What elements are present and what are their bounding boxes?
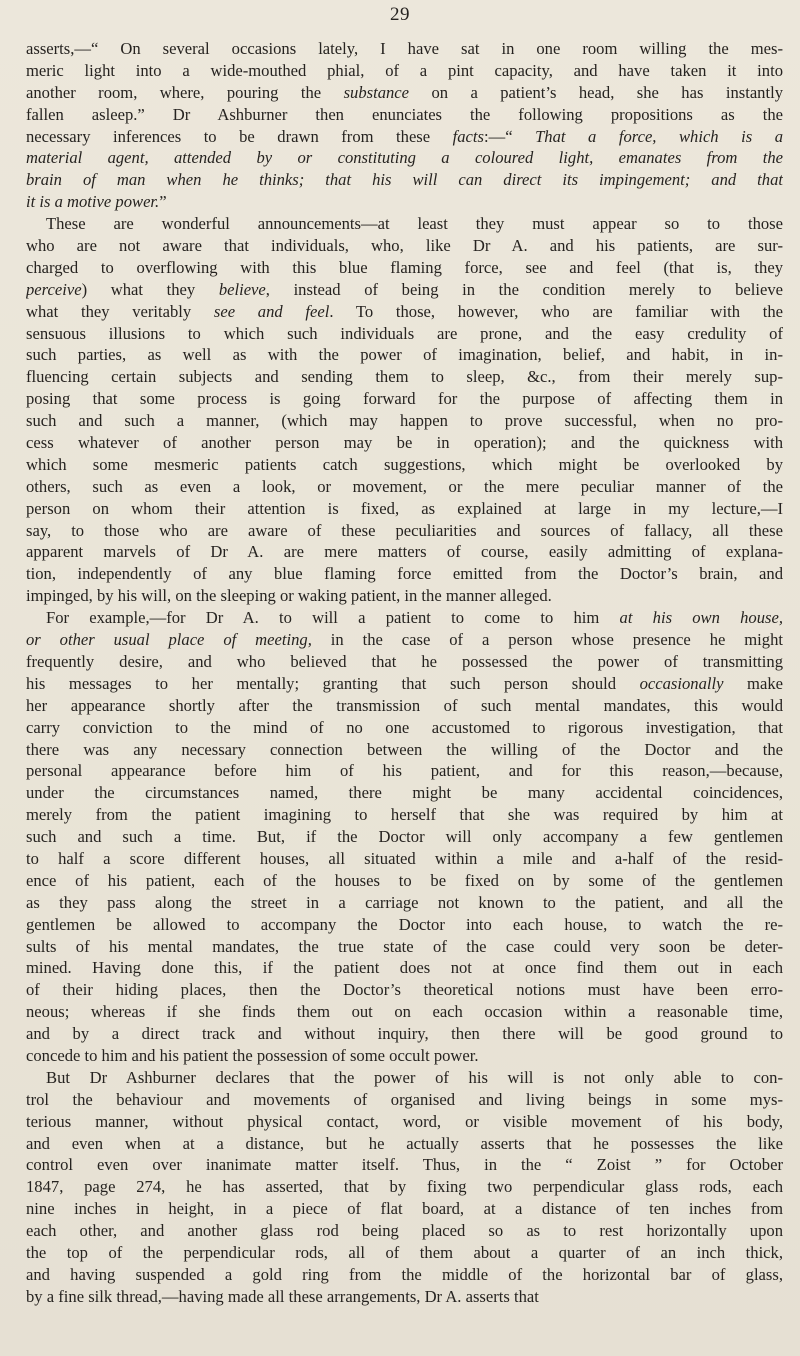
text-run: sensuous illusions to which such individuals are prone, and the easy credulity of (26, 323, 783, 343)
text-run: necessary inferences to be drawn from these (26, 126, 453, 146)
text-line (26, 739, 783, 761)
text-run: and having suspended a gold ring from the middle of the horizontal bar of glass, (26, 1264, 783, 1284)
text-line (26, 1067, 783, 1089)
italic-text: believe (218, 279, 266, 299)
text-run: For example,—for Dr A. to will a patient to come to him (46, 608, 620, 628)
text-line (26, 760, 783, 782)
text-line (26, 1176, 783, 1198)
paragraph (26, 607, 783, 1067)
text-run: and even when at a distance, but he actually asserts that he possesses the like (26, 1133, 783, 1153)
paragraph (26, 1067, 783, 1308)
text-run: ) what they (81, 279, 219, 299)
text-line (26, 344, 783, 366)
text-line (26, 870, 783, 892)
text-run: , instead of being in the condition merely to believe (265, 279, 783, 299)
text-line (26, 82, 783, 104)
text-run: These are wonderful announcements—at least they must appear so to those (46, 214, 783, 234)
text-run: such parties, as well as with the power of imagination, belief, and habit, in in- (26, 345, 783, 365)
text-line (26, 235, 783, 257)
text-run: terious manner, without physical contact, word, or visible movement of his body, (26, 1111, 783, 1131)
text-run: tion, independently of any blue flaming force emitted from the Doctor’s brain, and (26, 564, 783, 584)
italic-text: material agent, attended by or constituting a coloured light, emanates from the (26, 148, 783, 168)
text-run: cess whatever of another person may be in operation); and the quickness with (26, 433, 783, 453)
italic-text: That a force, which is a (535, 126, 783, 146)
text-run: there was any necessary connection between the willing of the Doctor and the (26, 739, 783, 759)
text-run: what they veritably (26, 301, 214, 321)
text-line (26, 936, 783, 958)
italic-text: occasionally (639, 673, 724, 693)
text-line (26, 1133, 783, 1155)
text-run: personal appearance before him of his patient, and for this reason,—because, (26, 761, 783, 781)
text-line (26, 1154, 783, 1176)
text-line (26, 717, 783, 739)
text-line (26, 169, 783, 191)
text-run: her appearance shortly after the transmission of such mental mandates, this would (26, 695, 783, 715)
text-line (26, 60, 783, 82)
text-run: make (723, 673, 783, 693)
text-run: frequently desire, and who believed that he possessed the power of transmitting (26, 651, 783, 671)
text-run: gentlemen be allowed to accompany the Doctor into each house, to watch the re- (26, 914, 783, 934)
text-run: control even over inanimate matter itself. Thus, in the “ Zoist ” for October (26, 1155, 783, 1175)
text-run: on a patient’s head, she has instantly (409, 82, 783, 102)
text-run: But Dr Ashburner declares that the power of his will is not only able to con- (46, 1067, 783, 1087)
text-run: of their hiding places, then the Doctor’s theoretical notions must have been erro- (26, 980, 783, 1000)
text-line (26, 1111, 783, 1133)
text-run: say, to those who are aware of these peculiarities and sources of fallacy, all these (26, 520, 783, 540)
text-run: and by a direct track and without inquiry, then there will be good ground to (26, 1024, 783, 1044)
text-line (26, 301, 783, 323)
text-line (26, 454, 783, 476)
text-run: meric light into a wide-mouthed phial, of a pint capacity, and have taken it into (26, 60, 783, 80)
text-line (26, 826, 783, 848)
text-line (26, 388, 783, 410)
text-line (26, 126, 783, 148)
text-line (26, 104, 783, 126)
text-line (26, 804, 783, 826)
text-line (26, 1242, 783, 1264)
text-run: as they pass along the street in a carriage not known to the patient, and all the (26, 892, 783, 912)
text-run: concede to him and his patient the possession of some occult power. (26, 1045, 479, 1065)
text-run: neous; whereas if she finds them out on each occasion within a reasonable time, (26, 1002, 783, 1022)
italic-text: see and feel (213, 301, 330, 321)
text-run: which some mesmeric patients catch suggestions, which might be overlooked by (26, 454, 783, 474)
italic-text: brain of man when he thinks; that his will can direct its impingement; and that (26, 170, 783, 190)
paragraph (26, 213, 783, 607)
italic-text: or other usual place of meeting, (26, 630, 312, 650)
text-line (26, 147, 783, 169)
text-run: who are not aware that individuals, who, like Dr A. and his patients, are sur- (26, 236, 783, 256)
text-line (26, 695, 783, 717)
text-run: such and such a time. But, if the Doctor will only accompany a few gentlemen (26, 827, 783, 847)
text-line (26, 257, 783, 279)
italic-text: facts (452, 126, 484, 146)
text-run: under the circumstances named, there might be many accidental coincidences, (26, 783, 783, 803)
text-run: impinged, by his will, on the sleeping or waking patient, in the manner alleged. (26, 586, 552, 606)
text-line (26, 848, 783, 870)
text-run: others, such as even a look, or movement, or the mere peculiar manner of the (26, 476, 783, 496)
text-run: mined. Having done this, if the patient does not at once find them out in each (26, 958, 783, 978)
text-line (26, 213, 783, 235)
text-run: :—“ (483, 126, 536, 146)
text-line (26, 892, 783, 914)
italic-text: perceive (26, 279, 82, 299)
text-run: 1847, page 274, he has asserted, that by fixing two perpendicular glass rods, each (26, 1177, 783, 1197)
text-line (26, 1286, 783, 1308)
text-run: fallen asleep.” Dr Ashburner then enunciates the following propositions as the (26, 104, 783, 124)
text-line (26, 607, 783, 629)
text-run: ” (159, 192, 167, 212)
text-run: asserts,—“ On several occasions lately, I have sat in one room willing the mes- (26, 39, 783, 58)
text-run: the top of the perpendicular rods, all of them about a quarter of an inch thick, (26, 1242, 783, 1262)
text-line (26, 979, 783, 1001)
body-text (26, 38, 783, 1308)
text-run: sults of his mental mandates, the true state of the case could very soon be deter- (26, 936, 783, 956)
paragraph (26, 38, 783, 213)
text-line (26, 782, 783, 804)
text-line (26, 673, 783, 695)
text-run: by a fine silk thread,—having made all these arrangements, Dr A. asserts that (26, 1286, 539, 1306)
italic-text: it is a motive power. (26, 192, 160, 212)
text-line (26, 1198, 783, 1220)
text-line (26, 38, 783, 60)
text-line (26, 1089, 783, 1111)
text-run: merely from the patient imagining to herself that she was required by him at (26, 805, 783, 825)
text-line (26, 410, 783, 432)
text-line (26, 323, 783, 345)
text-run: person on whom their attention is fixed, as explained at large in my lecture,—I (26, 498, 783, 518)
text-line (26, 432, 783, 454)
text-line (26, 585, 783, 607)
text-run: . To those, however, who are familiar with the (329, 301, 783, 321)
text-line (26, 476, 783, 498)
text-line (26, 279, 783, 301)
text-run: another room, where, pouring the (26, 82, 344, 102)
text-line (26, 541, 783, 563)
text-line (26, 366, 783, 388)
text-run: fluencing certain subjects and sending them to sleep, &c., from their merely sup- (26, 367, 783, 387)
text-run: each other, and another glass rod being placed so as to rest horizontally upon (26, 1221, 783, 1241)
text-line (26, 1023, 783, 1045)
text-line (26, 1001, 783, 1023)
italic-text: substance (343, 82, 410, 102)
text-line (26, 1220, 783, 1242)
text-run: trol the behaviour and movements of organised and living beings in some mys- (26, 1089, 783, 1109)
text-line (26, 1264, 783, 1286)
text-run: posing that some process is going forward for the purpose of affecting them in (26, 389, 783, 409)
text-run: in the case of a person whose presence he might (311, 630, 783, 650)
text-line (26, 651, 783, 673)
text-line (26, 629, 783, 651)
text-line (26, 957, 783, 979)
text-run: his messages to her mentally; granting that such person should (26, 673, 640, 693)
text-line (26, 563, 783, 585)
text-run: ence of his patient, each of the houses to be fixed on by some of the gentlemen (26, 870, 783, 890)
text-line (26, 1045, 783, 1067)
text-line (26, 914, 783, 936)
text-line (26, 520, 783, 542)
text-run: charged to overflowing with this blue flaming force, see and feel (that is, they (26, 257, 783, 277)
text-line (26, 498, 783, 520)
italic-text: at his own house, (619, 608, 783, 628)
text-run: carry conviction to the mind of no one accustomed to rigorous investigation, that (26, 717, 783, 737)
text-run: apparent marvels of Dr A. are mere matters of course, easily admitting of explana- (26, 542, 783, 562)
page-number: 29 (390, 4, 410, 25)
text-line (26, 191, 783, 213)
text-run: nine inches in height, in a piece of flat board, at a distance of ten inches from (26, 1199, 783, 1219)
text-run: such and such a manner, (which may happen to prove successful, when no pro- (26, 411, 783, 431)
text-run: to half a score different houses, all situated within a mile and a-half of the resid- (26, 848, 783, 868)
